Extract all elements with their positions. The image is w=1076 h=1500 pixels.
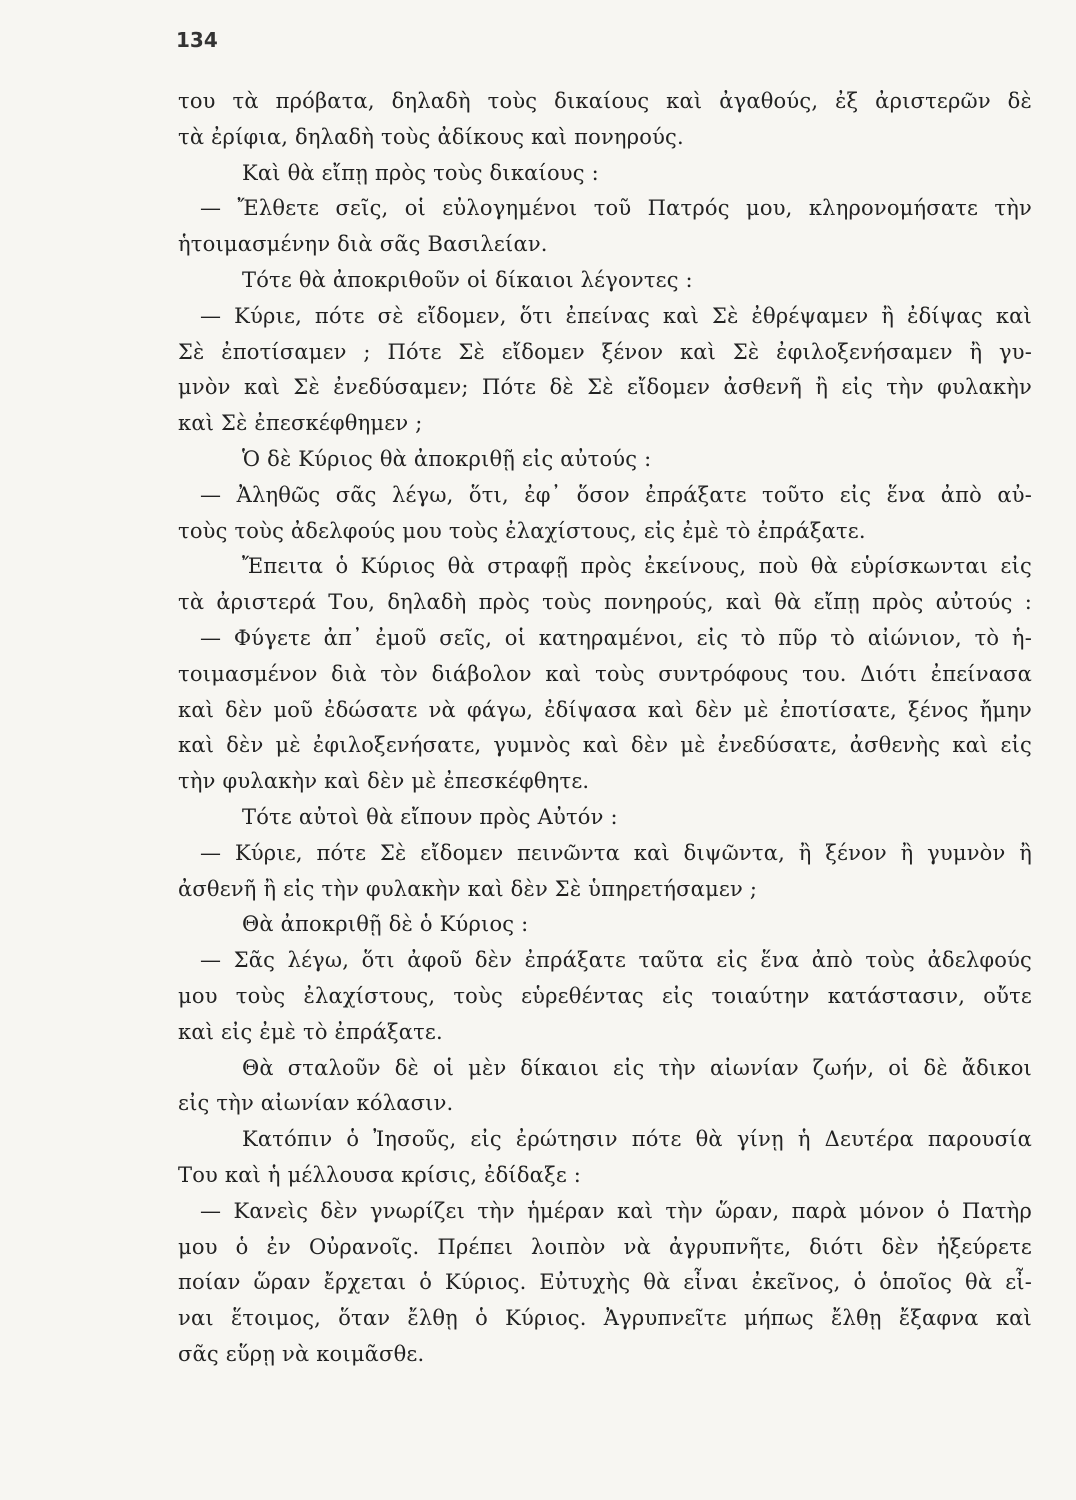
- text-line: τὰ ἀριστερά Του, δηλαδὴ πρὸς τοὺς πονηρούς, καὶ θὰ εἴπῃ πρὸς αὐτούς :: [178, 590, 1032, 615]
- text-line: Θὰ σταλοῦν δὲ οἱ μὲν δίκαιοι εἰς τὴν αἰωνίαν ζωήν, οἱ δὲ ἄδικοι: [242, 1055, 1032, 1080]
- text-line: σᾶς εὕρῃ νὰ κοιμᾶσθε.: [178, 1341, 425, 1366]
- text-line: μνὸν καὶ Σὲ ἐνεδύσαμεν; Πότε δὲ Σὲ εἴδομεν ἀσθενῆ ἢ εἰς τὴν φυλακὴν: [178, 375, 1032, 400]
- text-line: — Σᾶς λέγω, ὅτι ἀφοῦ δὲν ἐπράξατε ταῦτα εἰς ἕνα ἀπὸ τοὺς ἀδελφούς: [200, 948, 1032, 973]
- text-line: ἡτοιμασμένην διὰ σᾶς Βασιλείαν.: [178, 232, 548, 257]
- text-line: Σὲ ἐποτίσαμεν ; Πότε Σὲ εἴδομεν ξένον καὶ Σὲ ἐφιλοξενήσαμεν ἢ γυ-: [178, 339, 1032, 364]
- text-line: Τότε θὰ ἀποκριθοῦν οἱ δίκαιοι λέγοντες :: [242, 267, 693, 292]
- text-line: τὴν φυλακὴν καὶ δὲν μὲ ἐπεσκέφθητε.: [178, 769, 590, 794]
- text-line: — Κύριε, πότε σὲ εἴδομεν, ὅτι ἐπείνας καὶ Σὲ ἐθρέψαμεν ἢ ἐδίψας καὶ: [200, 303, 1032, 328]
- text-line: — Φύγετε ἀπ᾽ ἐμοῦ σεῖς, οἱ κατηραμένοι, εἰς τὸ πῦρ τὸ αἰώνιον, τὸ ἡ-: [200, 625, 1032, 650]
- text-line: του τὰ πρόβατα, δηλαδὴ τοὺς δικαίους καὶ ἀγαθούς, ἐξ ἀριστερῶν δὲ: [178, 89, 1032, 113]
- text-line: — Ἀληθῶς σᾶς λέγω, ὅτι, ἐφ᾽ ὅσον ἐπράξατε τοῦτο εἰς ἕνα ἀπὸ αὐ-: [200, 482, 1032, 507]
- text-line: Κατόπιν ὁ Ἰησοῦς, εἰς ἐρώτησιν πότε θὰ γίνῃ ἡ Δευτέρα παρουσία: [242, 1127, 1032, 1152]
- text-line: Θὰ ἀποκριθῇ δὲ ὁ Κύριος :: [242, 912, 529, 937]
- text-line: μου ὁ ἐν Οὐρανοῖς. Πρέπει λοιπὸν νὰ ἀγρυπνῆτε, διότι δὲν ἠξεύρετε: [178, 1234, 1032, 1259]
- body-text: [178, 84, 1032, 1373]
- text-line: καὶ εἰς ἐμὲ τὸ ἐπράξατε.: [178, 1019, 443, 1044]
- text-line: Του καὶ ἡ μέλλουσα κρίσις, ἐδίδαξε :: [178, 1162, 582, 1187]
- text-line: τοιμασμένον διὰ τὸν διάβολον καὶ τοὺς συντρόφους του. Διότι ἐπείνασα: [178, 661, 1032, 686]
- text-line: Ἔπειτα ὁ Κύριος θὰ στραφῇ πρὸς ἐκείνους, ποὺ θὰ εὑρίσκωνται εἰς: [242, 554, 1032, 579]
- text-line: καὶ δὲν μὲ ἐφιλοξενήσατε, γυμνὸς καὶ δὲν μὲ ἐνεδύσατε, ἀσθενὴς καὶ εἰς: [178, 733, 1032, 758]
- text-line: ναι ἕτοιμος, ὅταν ἔλθῃ ὁ Κύριος. Ἀγρυπνεῖτε μήπως ἔλθῃ ἔξαφνα καὶ: [178, 1306, 1032, 1331]
- text-line: Τότε αὐτοὶ θὰ εἴπουν πρὸς Αὐτόν :: [242, 804, 618, 829]
- text-line: καὶ δὲν μοῦ ἐδώσατε νὰ φάγω, ἐδίψασα καὶ δὲν μὲ ἐποτίσατε, ξένος ἤμην: [178, 697, 1032, 722]
- text-line: ποίαν ὥραν ἔρχεται ὁ Κύριος. Εὐτυχὴς θὰ εἶναι ἐκεῖνος, ὁ ὁποῖος θὰ εἶ-: [178, 1270, 1032, 1295]
- text-line: εἰς τὴν αἰωνίαν κόλασιν.: [178, 1091, 454, 1116]
- text-line: — Ἔλθετε σεῖς, οἱ εὐλογημένοι τοῦ Πατρός μου, κληρονομήσατε τὴν: [200, 196, 1032, 221]
- page-number: 134: [176, 28, 218, 52]
- text-line: μου τοὺς ἐλαχίστους, τοὺς εὑρεθέντας εἰς τοιαύτην κατάστασιν, οὔτε: [178, 983, 1032, 1008]
- text-line: Ὁ δὲ Κύριος θὰ ἀποκριθῇ εἰς αὐτούς :: [242, 446, 652, 471]
- text-line: ἀσθενῆ ἢ εἰς τὴν φυλακὴν καὶ δὲν Σὲ ὑπηρετήσαμεν ;: [178, 876, 758, 901]
- text-line: τὰ ἐρίφια, δηλαδὴ τοὺς ἀδίκους καὶ πονηρούς.: [178, 124, 684, 149]
- text-line: Καὶ θὰ εἴπῃ πρὸς τοὺς δικαίους :: [242, 160, 599, 185]
- text-line: τοὺς τοὺς ἀδελφούς μου τοὺς ἐλαχίστους, εἰς ἐμὲ τὸ ἐπράξατε.: [178, 518, 866, 543]
- text-line: — Κύριε, πότε Σὲ εἴδομεν πεινῶντα καὶ διψῶντα, ἢ ξένον ἢ γυμνὸν ἢ: [200, 840, 1032, 865]
- text-line: καὶ Σὲ ἐπεσκέφθημεν ;: [178, 411, 423, 436]
- text-line: — Κανεὶς δὲν γνωρίζει τὴν ἡμέραν καὶ τὴν ὥραν, παρὰ μόνον ὁ Πατὴρ: [200, 1198, 1032, 1223]
